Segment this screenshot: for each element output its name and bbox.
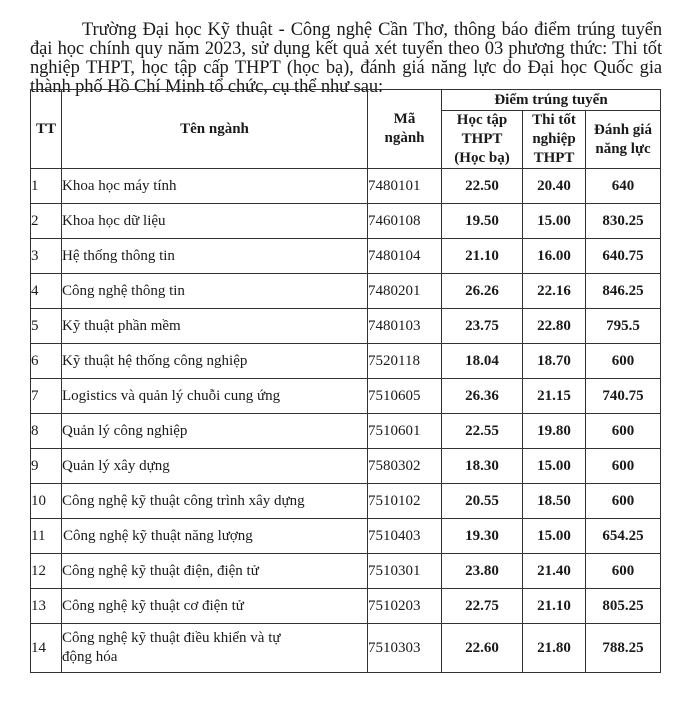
row-thpt-score: 21.10 (523, 589, 586, 624)
admission-scores-table (30, 89, 661, 673)
header-score-group: Điểm trúng tuyển (442, 90, 661, 111)
row-major-code: 7480101 (368, 169, 442, 204)
row-major-name: Công nghệ kỹ thuật công trình xây dựng (62, 484, 368, 519)
row-hocba-score: 22.75 (442, 589, 523, 624)
row-competency-score: 640.75 (586, 239, 661, 274)
header-thpt-exam-label: Thi tốt nghiệp THPT (532, 112, 576, 166)
table-row (31, 484, 661, 519)
row-major-code: 7510605 (368, 379, 442, 414)
row-tt: 11 (31, 519, 62, 554)
row-hocba-score: 18.30 (442, 449, 523, 484)
header-thpt-exam (523, 111, 586, 169)
table-row (31, 624, 661, 673)
row-major-name: Quản lý công nghiệp (62, 414, 368, 449)
row-competency-score: 788.25 (586, 624, 661, 673)
table-row (31, 554, 661, 589)
row-major-name-text: Công nghệ kỹ thuật điều khiển và tự động hóa (62, 630, 281, 665)
row-thpt-score: 21.80 (523, 624, 586, 673)
row-tt: 12 (31, 554, 62, 589)
row-hocba-score: 23.80 (442, 554, 523, 589)
row-major-code: 7580302 (368, 449, 442, 484)
table-row (31, 274, 661, 309)
row-major-code: 7510303 (368, 624, 442, 673)
row-major-name: Kỹ thuật hệ thống công nghiệp (62, 344, 368, 379)
header-row-top (31, 90, 661, 111)
row-thpt-score: 20.40 (523, 169, 586, 204)
row-thpt-score: 22.80 (523, 309, 586, 344)
row-tt: 13 (31, 589, 62, 624)
row-competency-score: 640 (586, 169, 661, 204)
row-major-code: 7520118 (368, 344, 442, 379)
row-competency-score: 654.25 (586, 519, 661, 554)
row-hocba-score: 26.26 (442, 274, 523, 309)
row-major-code: 7480103 (368, 309, 442, 344)
row-competency-score: 795.5 (586, 309, 661, 344)
row-major-code: 7510403 (368, 519, 442, 554)
row-hocba-score: 18.04 (442, 344, 523, 379)
row-competency-score: 830.25 (586, 204, 661, 239)
row-competency-score: 600 (586, 414, 661, 449)
row-competency-score: 846.25 (586, 274, 661, 309)
row-competency-score: 805.25 (586, 589, 661, 624)
row-tt: 10 (31, 484, 62, 519)
row-major-name: Kỹ thuật phần mềm (62, 309, 368, 344)
row-major-name: Khoa học máy tính (62, 169, 368, 204)
row-thpt-score: 18.70 (523, 344, 586, 379)
row-major-code: 7480104 (368, 239, 442, 274)
row-tt: 9 (31, 449, 62, 484)
row-major-name: Công nghệ kỹ thuật điện, điện tử (62, 554, 368, 589)
row-competency-score: 600 (586, 344, 661, 379)
header-major-code-label: Mã ngành (384, 111, 425, 146)
row-major-name: Công nghệ kỹ thuật năng lượng (62, 519, 368, 554)
row-major-code: 7460108 (368, 204, 442, 239)
row-tt: 5 (31, 309, 62, 344)
table-row (31, 309, 661, 344)
row-hocba-score: 20.55 (442, 484, 523, 519)
intro-paragraph: Trường Đại học Kỹ thuật - Công nghệ Cần Thơ, thông báo điểm trúng tuyển đại học chính quy năm 2023, sử dụng kết quả xét tuyển theo 03 phương thức: Thi tốt nghiệp THPT, học tập cấp THPT (học bạ), đánh giá năng lực do Đại học Quốc gia thành phố Hồ Chí Minh tổ chức, cụ thể như sau: (30, 19, 662, 97)
row-hocba-score: 22.60 (442, 624, 523, 673)
row-major-code: 7510301 (368, 554, 442, 589)
header-tt: TT (31, 90, 62, 169)
row-hocba-score: 26.36 (442, 379, 523, 414)
row-major-code: 7480201 (368, 274, 442, 309)
header-competency (586, 111, 661, 169)
row-thpt-score: 19.80 (523, 414, 586, 449)
row-thpt-score: 21.40 (523, 554, 586, 589)
row-competency-score: 740.75 (586, 379, 661, 414)
row-competency-score: 600 (586, 554, 661, 589)
row-tt: 6 (31, 344, 62, 379)
header-hocba (442, 111, 523, 169)
row-major-name: Hệ thống thông tin (62, 239, 368, 274)
row-hocba-score: 23.75 (442, 309, 523, 344)
row-thpt-score: 18.50 (523, 484, 586, 519)
table-row (31, 379, 661, 414)
row-hocba-score: 21.10 (442, 239, 523, 274)
row-major-code: 7510203 (368, 589, 442, 624)
header-competency-label: Đánh giá năng lực (594, 121, 652, 157)
row-thpt-score: 15.00 (523, 519, 586, 554)
row-thpt-score: 15.00 (523, 449, 586, 484)
table-row (31, 589, 661, 624)
row-major-code: 7510102 (368, 484, 442, 519)
row-tt: 8 (31, 414, 62, 449)
row-major-name: Quản lý xây dựng (62, 449, 368, 484)
row-major-name (62, 624, 368, 673)
row-tt: 7 (31, 379, 62, 414)
row-major-name: Khoa học dữ liệu (62, 204, 368, 239)
row-tt: 3 (31, 239, 62, 274)
table-row (31, 169, 661, 204)
row-hocba-score: 19.50 (442, 204, 523, 239)
row-hocba-score: 22.55 (442, 414, 523, 449)
row-major-code: 7510601 (368, 414, 442, 449)
table-row (31, 414, 661, 449)
row-hocba-score: 22.50 (442, 169, 523, 204)
row-thpt-score: 16.00 (523, 239, 586, 274)
row-hocba-score: 19.30 (442, 519, 523, 554)
row-tt: 2 (31, 204, 62, 239)
row-major-name: Logistics và quản lý chuỗi cung ứng (62, 379, 368, 414)
header-major-code (368, 90, 442, 169)
table-row (31, 519, 661, 554)
table-row (31, 204, 661, 239)
row-tt: 14 (31, 624, 62, 673)
row-major-name: Công nghệ kỹ thuật cơ điện tử (62, 589, 368, 624)
row-thpt-score: 15.00 (523, 204, 586, 239)
row-tt: 1 (31, 169, 62, 204)
row-thpt-score: 21.15 (523, 379, 586, 414)
header-hocba-label: Học tập THPT (Học bạ) (454, 112, 510, 166)
header-major-name: Tên ngành (62, 90, 368, 169)
row-tt: 4 (31, 274, 62, 309)
table-row (31, 449, 661, 484)
row-major-name: Công nghệ thông tin (62, 274, 368, 309)
row-competency-score: 600 (586, 449, 661, 484)
row-thpt-score: 22.16 (523, 274, 586, 309)
table-row (31, 239, 661, 274)
table-row (31, 344, 661, 379)
row-competency-score: 600 (586, 484, 661, 519)
